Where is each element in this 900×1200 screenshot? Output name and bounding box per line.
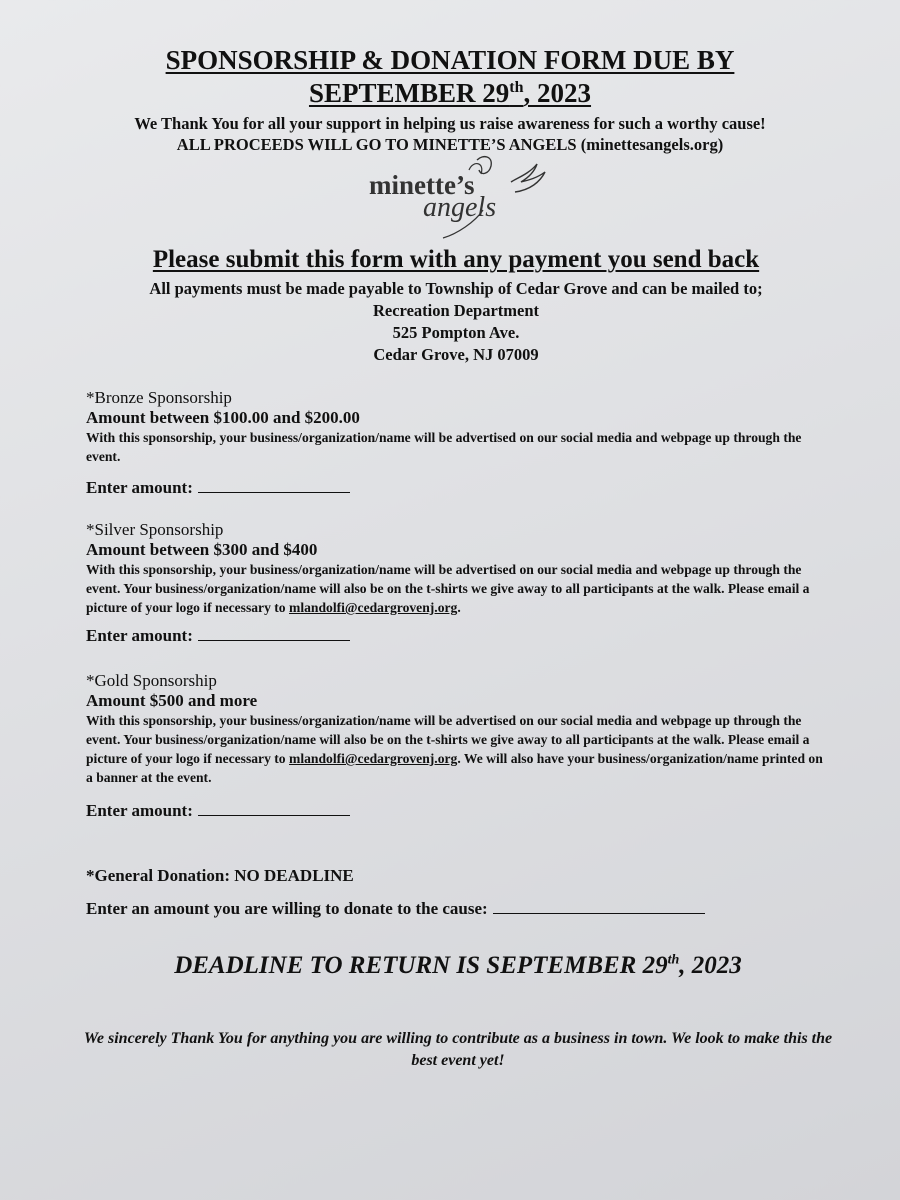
- bronze-amount-field[interactable]: [198, 491, 350, 493]
- thanks-line-1: We Thank You for all your support in helping us raise awareness for such a worthy cause!: [134, 114, 766, 133]
- gold-email-link[interactable]: mlandolfi@cedargrovenj.org: [289, 751, 458, 766]
- deadline-notice: DEADLINE TO RETURN IS SEPTEMBER 29th, 2023: [174, 952, 742, 979]
- minettes-angels-logo: [365, 152, 555, 244]
- gold-heading: *Gold Sponsorship: [86, 671, 217, 690]
- silver-amount-field[interactable]: [198, 639, 350, 641]
- silver-enter-amount: [86, 626, 350, 646]
- silver-email-link[interactable]: mlandolfi@cedargrovenj.org: [289, 600, 458, 615]
- angel-wing-icon: [365, 152, 555, 244]
- general-enter-amount: [86, 899, 705, 919]
- bronze-section: [86, 387, 826, 466]
- form-title: [0, 44, 900, 110]
- closing-message: We sincerely Thank You for anything you are willing to contribute as a business in town. We look to make this the best event yet!: [83, 1030, 833, 1069]
- address-street: 525 Pompton Ave.: [392, 323, 520, 342]
- gold-amount-field[interactable]: [198, 814, 350, 816]
- svg-text:minette’s: minette’s: [369, 170, 475, 200]
- payable-line: All payments must be made payable to Township of Cedar Grove and can be mailed to;: [149, 279, 763, 298]
- gold-description: With this sponsorship, your business/organization/name will be advertised on our social media and webpage up through the event. Your business/organization/name will also be on the t-shirts we give away to all participants at the walk. Please email a picture of your logo if necessary to mlandolfi@cedargrovenj.org. We will also have your business/organization/name printed on a banner at the event.: [86, 713, 823, 785]
- bronze-enter-amount: [86, 478, 350, 498]
- silver-heading: *Silver Sponsorship: [86, 520, 224, 539]
- title-line-2: SEPTEMBER 29th, 2023: [308, 78, 592, 108]
- bronze-enter-label: Enter amount:: [86, 478, 193, 497]
- gold-section: [86, 670, 826, 787]
- address-city: Cedar Grove, NJ 07009: [373, 345, 539, 364]
- silver-enter-label: Enter amount:: [86, 626, 193, 645]
- submit-heading: Please submit this form with any payment you send back: [152, 246, 760, 273]
- svg-text:angels: angels: [423, 192, 497, 223]
- general-donation-heading: *General Donation: NO DEADLINE: [86, 866, 354, 885]
- general-enter-label: Enter an amount you are willing to donate to the cause:: [86, 899, 488, 918]
- proceeds-line: ALL PROCEEDS WILL GO TO MINETTE’S ANGELS (minettesangels.org): [176, 135, 724, 154]
- gold-enter-amount: [86, 801, 350, 821]
- bronze-description: With this sponsorship, your business/organization/name will be advertised on our social media and webpage up through the event.: [86, 430, 802, 464]
- general-amount-field[interactable]: [493, 912, 705, 914]
- gold-amount: Amount $500 and more: [86, 691, 258, 710]
- gold-enter-label: Enter amount:: [86, 801, 193, 820]
- silver-description: With this sponsorship, your business/organization/name will be advertised on our social media and webpage up through the event. Your business/organization/name will also be on the t-shirts we give away to all participants at the walk. Please email a picture of your logo if necessary to mlandolfi@cedargrovenj.org.: [86, 562, 810, 615]
- silver-amount: Amount between $300 and $400: [86, 540, 318, 559]
- bronze-amount: Amount between $100.00 and $200.00: [86, 408, 360, 427]
- bronze-heading: *Bronze Sponsorship: [86, 388, 232, 407]
- silver-section: [86, 519, 826, 617]
- thanks-message: [0, 113, 900, 155]
- title-line-1: SPONSORSHIP & DONATION FORM DUE BY: [165, 45, 735, 75]
- address-department: Recreation Department: [372, 301, 539, 320]
- payment-info: [0, 278, 900, 366]
